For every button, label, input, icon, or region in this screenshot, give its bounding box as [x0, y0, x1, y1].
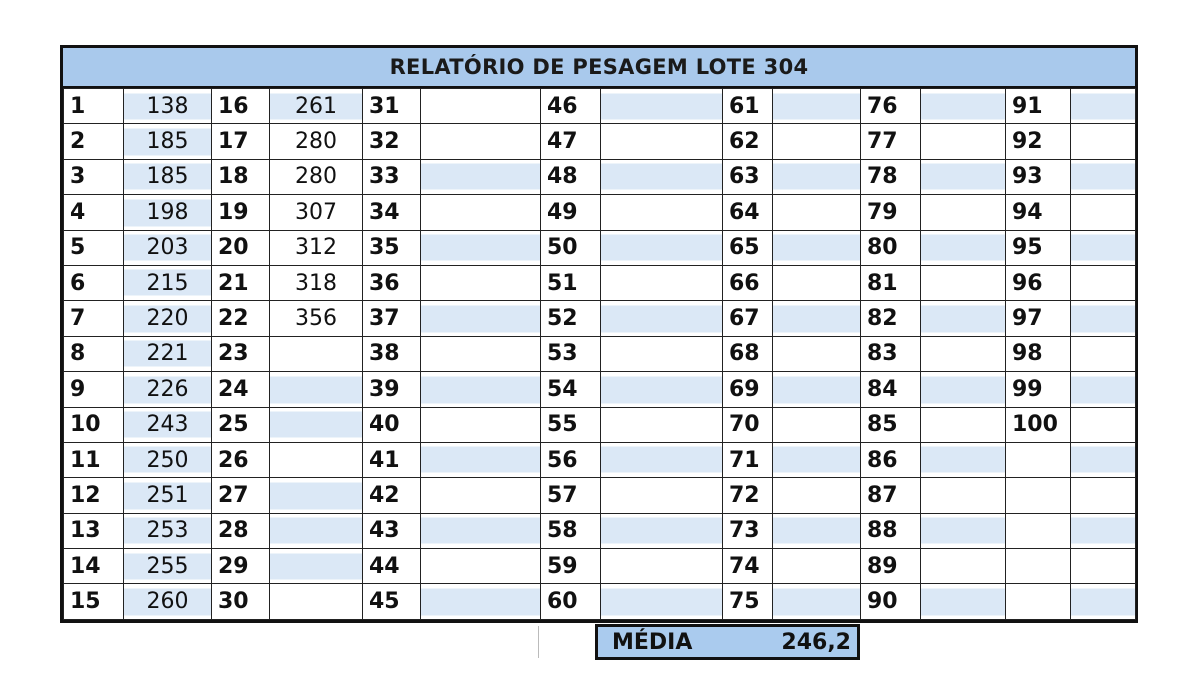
animal-number-cell: 62 — [723, 124, 773, 159]
weight-cell — [921, 265, 1006, 300]
animal-number-cell: 74 — [723, 549, 773, 584]
animal-number-cell: 67 — [723, 301, 773, 336]
weight-cell — [270, 549, 363, 584]
weight-cell: 312 — [270, 230, 363, 265]
weight-cell — [1071, 584, 1136, 619]
animal-number-cell: 33 — [363, 159, 421, 194]
table-row — [64, 159, 1136, 194]
animal-number-cell: 59 — [541, 549, 601, 584]
animal-number-cell: 10 — [64, 407, 124, 442]
weight-cell — [421, 265, 541, 300]
animal-number-cell: 90 — [861, 584, 921, 619]
weight-cell — [421, 442, 541, 477]
weight-cell — [601, 195, 723, 230]
weight-cell — [1071, 372, 1136, 407]
weight-cell: 255 — [124, 549, 212, 584]
weight-cell — [1071, 230, 1136, 265]
weight-cell — [1071, 336, 1136, 371]
weight-cell — [601, 478, 723, 513]
weight-cell — [1071, 478, 1136, 513]
animal-number-cell: 83 — [861, 336, 921, 371]
animal-number-cell: 72 — [723, 478, 773, 513]
animal-number-cell: 51 — [541, 265, 601, 300]
weight-cell: 185 — [124, 124, 212, 159]
table-row — [64, 442, 1136, 477]
weight-cell — [773, 265, 861, 300]
animal-number-cell — [1006, 442, 1071, 477]
weight-cell — [421, 195, 541, 230]
weight-cell: 185 — [124, 159, 212, 194]
table-row — [64, 372, 1136, 407]
animal-number-cell: 94 — [1006, 195, 1071, 230]
weight-cell — [921, 372, 1006, 407]
animal-number-cell: 31 — [363, 89, 421, 124]
animal-number-cell: 40 — [363, 407, 421, 442]
weight-cell — [773, 159, 861, 194]
weight-cell — [921, 549, 1006, 584]
report-title: RELATÓRIO DE PESAGEM LOTE 304 — [63, 48, 1135, 88]
weight-cell — [421, 549, 541, 584]
weight-cell: 138 — [124, 89, 212, 124]
weight-cell — [421, 159, 541, 194]
animal-number-cell: 48 — [541, 159, 601, 194]
weight-cell — [601, 513, 723, 548]
table-row — [64, 265, 1136, 300]
animal-number-cell: 44 — [363, 549, 421, 584]
animal-number-cell: 49 — [541, 195, 601, 230]
weight-cell — [421, 124, 541, 159]
weight-table — [63, 88, 1136, 620]
weight-cell — [1071, 265, 1136, 300]
weight-cell — [773, 124, 861, 159]
animal-number-cell: 13 — [64, 513, 124, 548]
weight-cell — [270, 407, 363, 442]
weight-cell — [773, 195, 861, 230]
weight-cell — [921, 89, 1006, 124]
animal-number-cell: 30 — [212, 584, 270, 619]
animal-number-cell: 27 — [212, 478, 270, 513]
animal-number-cell: 53 — [541, 336, 601, 371]
animal-number-cell: 69 — [723, 372, 773, 407]
weight-cell — [1071, 124, 1136, 159]
animal-number-cell: 18 — [212, 159, 270, 194]
weight-cell — [921, 513, 1006, 548]
animal-number-cell: 37 — [363, 301, 421, 336]
weight-cell — [1071, 442, 1136, 477]
weight-cell — [421, 407, 541, 442]
animal-number-cell: 19 — [212, 195, 270, 230]
weight-cell — [1071, 407, 1136, 442]
average-label: MÉDIA — [612, 629, 693, 655]
animal-number-cell: 56 — [541, 442, 601, 477]
weight-cell: 280 — [270, 124, 363, 159]
weight-cell: 253 — [124, 513, 212, 548]
weight-cell — [601, 442, 723, 477]
weight-cell — [1071, 89, 1136, 124]
animal-number-cell: 35 — [363, 230, 421, 265]
weight-cell — [601, 549, 723, 584]
weight-cell — [921, 301, 1006, 336]
animal-number-cell: 39 — [363, 372, 421, 407]
animal-number-cell: 60 — [541, 584, 601, 619]
animal-number-cell: 46 — [541, 89, 601, 124]
animal-number-cell: 8 — [64, 336, 124, 371]
weight-cell — [773, 442, 861, 477]
table-row — [64, 89, 1136, 124]
animal-number-cell: 54 — [541, 372, 601, 407]
animal-number-cell: 15 — [64, 584, 124, 619]
animal-number-cell — [1006, 478, 1071, 513]
animal-number-cell: 38 — [363, 336, 421, 371]
weight-cell — [921, 159, 1006, 194]
weight-cell — [921, 336, 1006, 371]
weight-cell — [601, 584, 723, 619]
animal-number-cell: 6 — [64, 265, 124, 300]
weight-cell — [773, 372, 861, 407]
animal-number-cell: 26 — [212, 442, 270, 477]
weight-cell — [921, 195, 1006, 230]
animal-number-cell: 100 — [1006, 407, 1071, 442]
table-row — [64, 124, 1136, 159]
weight-cell — [1071, 549, 1136, 584]
weight-cell — [601, 124, 723, 159]
weight-cell: 198 — [124, 195, 212, 230]
weight-cell — [270, 584, 363, 619]
animal-number-cell — [1006, 549, 1071, 584]
animal-number-cell: 95 — [1006, 230, 1071, 265]
weight-cell: 318 — [270, 265, 363, 300]
weight-cell: 250 — [124, 442, 212, 477]
animal-number-cell: 84 — [861, 372, 921, 407]
animal-number-cell: 82 — [861, 301, 921, 336]
animal-number-cell: 63 — [723, 159, 773, 194]
animal-number-cell: 3 — [64, 159, 124, 194]
animal-number-cell: 20 — [212, 230, 270, 265]
weight-cell — [270, 442, 363, 477]
weight-cell: 226 — [124, 372, 212, 407]
weighing-report-sheet — [60, 45, 1138, 623]
animal-number-cell: 88 — [861, 513, 921, 548]
animal-number-cell: 4 — [64, 195, 124, 230]
weight-cell — [421, 89, 541, 124]
animal-number-cell: 68 — [723, 336, 773, 371]
weight-cell — [921, 478, 1006, 513]
weight-cell — [1071, 159, 1136, 194]
animal-number-cell: 93 — [1006, 159, 1071, 194]
animal-number-cell: 25 — [212, 407, 270, 442]
weight-cell — [421, 230, 541, 265]
animal-number-cell: 21 — [212, 265, 270, 300]
weight-cell — [773, 336, 861, 371]
weight-cell: 243 — [124, 407, 212, 442]
animal-number-cell: 57 — [541, 478, 601, 513]
weight-cell — [601, 265, 723, 300]
weight-cell: 251 — [124, 478, 212, 513]
animal-number-cell: 50 — [541, 230, 601, 265]
weight-cell — [270, 372, 363, 407]
animal-number-cell: 55 — [541, 407, 601, 442]
weight-cell — [421, 478, 541, 513]
animal-number-cell: 47 — [541, 124, 601, 159]
weight-cell: 203 — [124, 230, 212, 265]
animal-number-cell: 76 — [861, 89, 921, 124]
weight-cell — [773, 407, 861, 442]
weight-cell: 261 — [270, 89, 363, 124]
animal-number-cell: 81 — [861, 265, 921, 300]
animal-number-cell: 24 — [212, 372, 270, 407]
weight-cell — [601, 301, 723, 336]
animal-number-cell: 7 — [64, 301, 124, 336]
animal-number-cell: 58 — [541, 513, 601, 548]
weight-cell — [773, 549, 861, 584]
table-row — [64, 230, 1136, 265]
animal-number-cell: 11 — [64, 442, 124, 477]
animal-number-cell: 70 — [723, 407, 773, 442]
table-row — [64, 549, 1136, 584]
weight-cell — [921, 584, 1006, 619]
animal-number-cell: 9 — [64, 372, 124, 407]
animal-number-cell: 1 — [64, 89, 124, 124]
animal-number-cell: 34 — [363, 195, 421, 230]
weight-cell — [421, 584, 541, 619]
weight-cell — [421, 513, 541, 548]
weight-cell — [421, 372, 541, 407]
weight-cell — [421, 301, 541, 336]
weight-cell — [270, 336, 363, 371]
animal-number-cell: 71 — [723, 442, 773, 477]
animal-number-cell: 52 — [541, 301, 601, 336]
animal-number-cell: 36 — [363, 265, 421, 300]
table-row — [64, 407, 1136, 442]
weight-cell: 215 — [124, 265, 212, 300]
animal-number-cell: 45 — [363, 584, 421, 619]
weight-cell — [601, 89, 723, 124]
animal-number-cell: 41 — [363, 442, 421, 477]
table-row — [64, 336, 1136, 371]
animal-number-cell: 80 — [861, 230, 921, 265]
weight-cell — [773, 230, 861, 265]
weight-cell: 280 — [270, 159, 363, 194]
animal-number-cell: 5 — [64, 230, 124, 265]
animal-number-cell: 23 — [212, 336, 270, 371]
weight-cell — [601, 230, 723, 265]
animal-number-cell: 28 — [212, 513, 270, 548]
weight-cell — [773, 513, 861, 548]
column-divider — [538, 626, 539, 658]
weight-cell — [773, 301, 861, 336]
weight-cell — [1071, 195, 1136, 230]
weight-cell: 221 — [124, 336, 212, 371]
weight-cell: 307 — [270, 195, 363, 230]
weight-cell — [1071, 513, 1136, 548]
animal-number-cell — [1006, 584, 1071, 619]
animal-number-cell: 66 — [723, 265, 773, 300]
weight-cell — [921, 442, 1006, 477]
animal-number-cell: 12 — [64, 478, 124, 513]
weight-cell — [773, 89, 861, 124]
animal-number-cell: 32 — [363, 124, 421, 159]
weight-cell — [921, 407, 1006, 442]
animal-number-cell: 29 — [212, 549, 270, 584]
animal-number-cell — [1006, 513, 1071, 548]
animal-number-cell: 78 — [861, 159, 921, 194]
weight-cell — [601, 407, 723, 442]
animal-number-cell: 77 — [861, 124, 921, 159]
weight-cell — [773, 478, 861, 513]
weight-cell — [1071, 301, 1136, 336]
animal-number-cell: 96 — [1006, 265, 1071, 300]
animal-number-cell: 99 — [1006, 372, 1071, 407]
animal-number-cell: 17 — [212, 124, 270, 159]
animal-number-cell: 97 — [1006, 301, 1071, 336]
weight-cell — [601, 336, 723, 371]
animal-number-cell: 22 — [212, 301, 270, 336]
weight-cell — [270, 478, 363, 513]
animal-number-cell: 42 — [363, 478, 421, 513]
weight-cell — [773, 584, 861, 619]
animal-number-cell: 16 — [212, 89, 270, 124]
animal-number-cell: 87 — [861, 478, 921, 513]
animal-number-cell: 14 — [64, 549, 124, 584]
weight-cell — [921, 230, 1006, 265]
animal-number-cell: 98 — [1006, 336, 1071, 371]
table-row — [64, 478, 1136, 513]
animal-number-cell: 89 — [861, 549, 921, 584]
weight-cell — [601, 159, 723, 194]
table-row — [64, 195, 1136, 230]
weight-cell — [601, 372, 723, 407]
animal-number-cell: 64 — [723, 195, 773, 230]
animal-number-cell: 73 — [723, 513, 773, 548]
average-value: 246,2 — [781, 629, 851, 655]
animal-number-cell: 43 — [363, 513, 421, 548]
table-row — [64, 513, 1136, 548]
animal-number-cell: 65 — [723, 230, 773, 265]
animal-number-cell: 86 — [861, 442, 921, 477]
animal-number-cell: 92 — [1006, 124, 1071, 159]
weight-cell: 356 — [270, 301, 363, 336]
animal-number-cell: 61 — [723, 89, 773, 124]
animal-number-cell: 91 — [1006, 89, 1071, 124]
table-row — [64, 584, 1136, 619]
weight-cell: 260 — [124, 584, 212, 619]
average-box — [595, 624, 860, 660]
weight-cell: 220 — [124, 301, 212, 336]
animal-number-cell: 2 — [64, 124, 124, 159]
weight-cell — [421, 336, 541, 371]
weight-cell — [270, 513, 363, 548]
animal-number-cell: 75 — [723, 584, 773, 619]
animal-number-cell: 79 — [861, 195, 921, 230]
table-row — [64, 301, 1136, 336]
animal-number-cell: 85 — [861, 407, 921, 442]
weight-cell — [921, 124, 1006, 159]
